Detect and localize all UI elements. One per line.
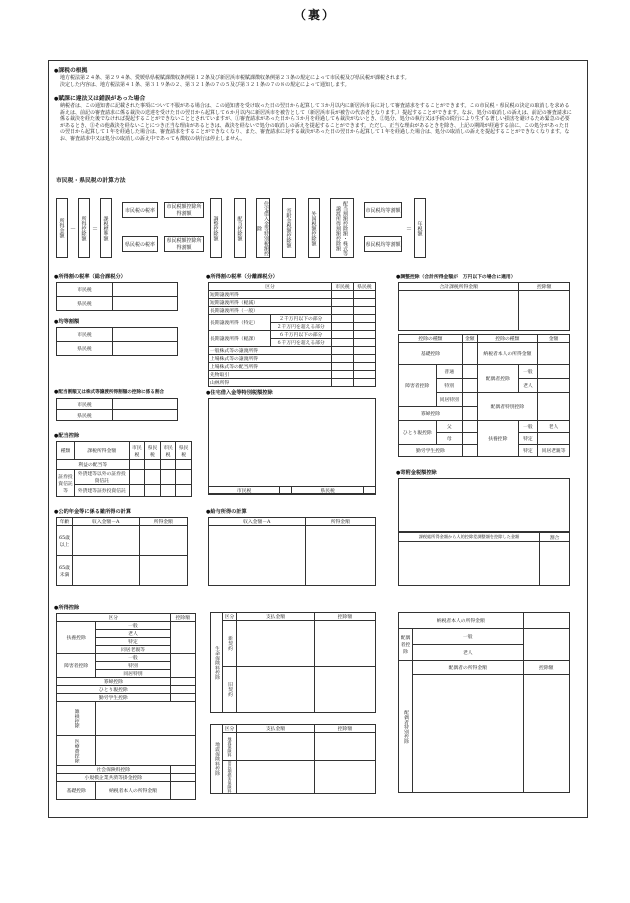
income-levy-separate-table: 区分 市民税 県民税 短期譲渡所得 短期譲渡所得（軽減） 長期譲渡所得（一般） 長期譲渡所得（特定） ２千万円以下の部分 ２千万円を超える部分 長期譲渡所得（軽課） ６千万円以下の部分 ６千万円を超える部分 一般株式等の譲渡所得 上場株式等の譲渡所得 上場株式等の配当所得 先物取引 山林所得 [208, 282, 376, 387]
levy-city-label: 市民税 [57, 283, 113, 297]
salary-heading: ● 給与所得の計算 [206, 508, 247, 515]
per-capita-heading: ● 均等割額 [54, 318, 79, 325]
flow-annual: 年税額 [414, 198, 426, 258]
housing-loan-heading: ● 住宅借入金等特別税額控除 [206, 389, 273, 396]
flow-special: 配当割額控除額・株式等譲渡所得割額控除額 [330, 198, 354, 258]
salary-table: 収入金額－A 所得金額 [208, 517, 376, 586]
public-pension-heading: ● 公的年金等に係る雑所得の計算 [54, 508, 131, 515]
dividend-deduction-heading: ● 配当控除 [54, 432, 79, 439]
levy-pref-label: 県民税 [57, 297, 113, 311]
flow-minus: － [70, 226, 77, 233]
taxation-basis-section [54, 68, 574, 88]
income-levy-separate-heading: ● 所得割の税率（分離課税分） [206, 273, 278, 280]
income-levy-total-table [56, 282, 178, 311]
appeal-section [54, 96, 574, 143]
public-pension-table: 年齢 収入金額－A 所得金額 65歳以上 65歳未満 [56, 517, 188, 586]
flow-deduction: 所得控除額 [78, 198, 90, 258]
dividend-share-city: 市民税 [57, 399, 113, 410]
income-deduction-table: 区分 控除額 扶養控除 一般 老人 特定 同居老親等 障害者控除 一般 特別 同居特別 寡婦控除 ひとり親控除 勤労学生控除 雑損控除 医療費控除 社会保険料控除 小規模企業共済等掛金控除 基礎控除 納税者本人の所得金額 [56, 613, 196, 800]
housing-loan-footer: 市民税 県民税 [208, 486, 376, 495]
flow-income: 所得金額 [56, 198, 68, 258]
taxation-basis-line-1: 地方税法第２４条、第２９４条、愛媛県県税賦課徴収条例第１２条及び新居浜市税賦課徴収条例第２３条の規定によって市民税及び県民税が課税されます。 [60, 75, 410, 81]
flow-pref-per: 県民税均等割額 [364, 236, 402, 252]
page-title: （裏） [293, 8, 336, 22]
flow-dividend: 配当控除額 [234, 198, 246, 258]
per-capita-table [56, 327, 178, 356]
income-levy-total-heading: ● 所得割の税率（総合課税分） [54, 273, 126, 280]
flow-city-rate: 市民税の税率 [122, 202, 158, 218]
flow-equal-2: ＝ [406, 226, 413, 233]
taxation-basis-heading: ● 課税の根拠 [54, 68, 574, 75]
adjustment-total-table: 合計課税所得金額 控除額 [398, 282, 570, 331]
donation-box [398, 478, 570, 532]
earthquake-table: 地震保険料控除 区分 支払金額 控除額 地震保険料 旧長期損害保険料 [210, 724, 376, 794]
flow-foreign: 外国税額控除額 [308, 198, 320, 258]
flow-taxable: 課税標準額 [100, 198, 112, 258]
adjustment-types-table: 控除の種類 金額 控除の種類 金額 基礎控除 納税者本人の所得金額 障害者控除 普通 配偶者控除 一般 特別 老人 同居特別 配偶者特別控除 寡婦控除 ひとり親控除 父 扶養控除 一般 老人 母 特定 勤労学生控除 特定 同居老親等 [398, 334, 570, 457]
spouse-table: 納税者本人の所得金額 配偶者控除 一般 老人 配偶者特別控除 配偶者の所得金額 控除額 [398, 612, 570, 793]
dividend-deduction-table: 種類 課税所得金額 市民税 県民税 市民税 県民税 利益の配当等 証券投資信託等 外貨建等以外の証券投資信託 外貨建等証券投資信託 [56, 441, 192, 497]
flow-pref-adj: 県民税額控除所得割額 [164, 236, 204, 252]
flow-equal: ＝ [92, 226, 99, 233]
donation-heading: ● 寄附金税額控除 [396, 469, 437, 476]
flow-city-per: 市民税均等割額 [364, 202, 402, 218]
flow-city-adj: 市民税額控除所得割額 [164, 202, 204, 218]
per-capita-city: 市民税 [57, 328, 113, 342]
income-deduction-heading: ● 所得控除 [54, 604, 79, 611]
flow-adjust: 調整控除額 [210, 198, 222, 258]
dividend-share-heading: ● 配当割額又は株式等譲渡所得割額の控除に係る割合 [54, 389, 164, 395]
taxation-basis-line-2: 決定した内容は、地方税法第４１条、第３１９条の２、第３２１条の７の５及び第３２１条の７の８の規定によって通知します。 [60, 81, 350, 88]
adjustment-heading: ● 調整控除（合計所得金額が 万円以下の場合に適用） [396, 273, 516, 280]
flow-housing: 住宅借入金等特別税額控除 [256, 198, 270, 258]
flow-donation: 寄附金税額控除額 [282, 198, 296, 258]
dividend-share-pref: 県民税 [57, 410, 113, 421]
calc-method-heading: 市民税・県民税の計算方法 [56, 178, 126, 184]
appeal-text: 納税者は、この通知書に記載された事項について不服がある場合は、この通知書を受け取った日の翌日から起算して３か月以内に新居浜市長に対して審査請求をすることができます。この市民税・県民税の決定の取消しを求める訴えは、前記の審査請求に係る裁決の送達を受けた日の翌日から起算して６か月以内に新居浜市を被告として（新居浜市長が被告の代表者となります。）提起することができます。なお、処分の取消しの訴えは、前記の審査請求に係る裁決を経た後でなければ提起することができないこととされていますが、①審査請求があった日から３か月を経過しても裁決がないとき、②処分、処分の執行又は手続の続行により生ずる著しい損害を避けるため緊急の必要があるとき、③その他裁決を経ないことにつき正当な理由があるときは、裁決を経ないで処分の取消しの訴えを提起することができます。ただし、正当な理由があるときを除き、上記の期間が経過する前に、この処分があった日の翌日から起算して１年を経過した場合は、審査請求をすることができなくなり、また、審査請求に対する裁決があった日の翌日から起算して１年を経過した場合は、処分の取消しの訴えを提起することができなくなります。なお、審査請求中又は処分の取消しの訴え中であっても徴収の執行は停止しません。 [60, 103, 572, 142]
appeal-heading: ● 賦課に違法又は錯誤があった場合 [54, 96, 574, 103]
life-insurance-table: 生命保険料控除 区分 支払金額 控除額 新契約 旧契約 [210, 612, 376, 713]
housing-loan-box [208, 398, 376, 494]
donation-table: 課税総所得金額から人的控除差調整額を控除した金額 割合 [398, 532, 570, 586]
dividend-share-table [56, 398, 178, 421]
per-capita-pref: 県民税 [57, 342, 113, 356]
flow-pref-rate: 県民税の税率 [122, 236, 158, 252]
